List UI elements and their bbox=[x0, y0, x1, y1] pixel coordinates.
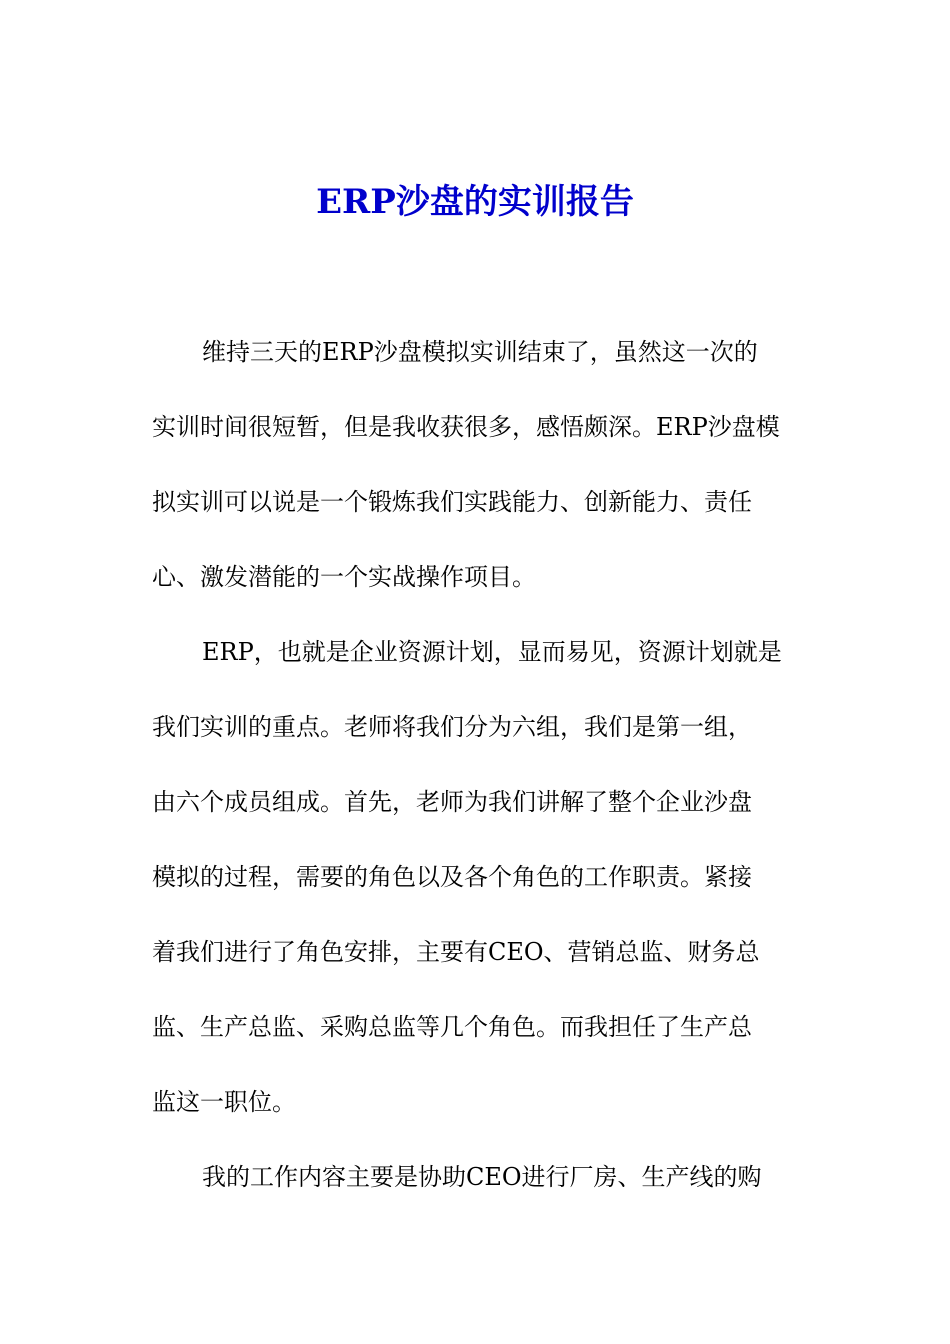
paragraph-2-line-5: 着我们进行了角色安排，主要有CEO、营销总监、财务总 bbox=[152, 938, 760, 966]
paragraph-1-line-1: 维持三天的ERP沙盘模拟实训结束了，虽然这一次的 bbox=[202, 338, 758, 366]
paragraph-2-line-4: 模拟的过程，需要的角色以及各个角色的工作职责。紧接 bbox=[152, 863, 752, 891]
paragraph-2-line-6: 监、生产总监、采购总监等几个角色。而我担任了生产总 bbox=[152, 1013, 752, 1041]
paragraph-2-line-2: 我们实训的重点。老师将我们分为六组，我们是第一组， bbox=[152, 713, 752, 741]
paragraph-1-line-3: 拟实训可以说是一个锻炼我们实践能力、创新能力、责任 bbox=[152, 488, 752, 516]
paragraph-2-line-1: ERP，也就是企业资源计划，显而易见，资源计划就是 bbox=[202, 638, 782, 666]
paragraph-3-line-1: 我的工作内容主要是协助CEO进行厂房、生产线的购 bbox=[202, 1163, 762, 1191]
paragraph-1-line-4: 心、激发潜能的一个实战操作项目。 bbox=[152, 563, 536, 591]
paragraph-1-line-2: 实训时间很短暂，但是我收获很多，感悟颇深。ERP沙盘模 bbox=[152, 413, 780, 441]
paragraph-2-line-7: 监这一职位。 bbox=[152, 1088, 296, 1116]
paragraph-2-line-3: 由六个成员组成。首先，老师为我们讲解了整个企业沙盘 bbox=[152, 788, 752, 816]
document-title: ERP沙盘的实训报告 bbox=[316, 182, 634, 222]
